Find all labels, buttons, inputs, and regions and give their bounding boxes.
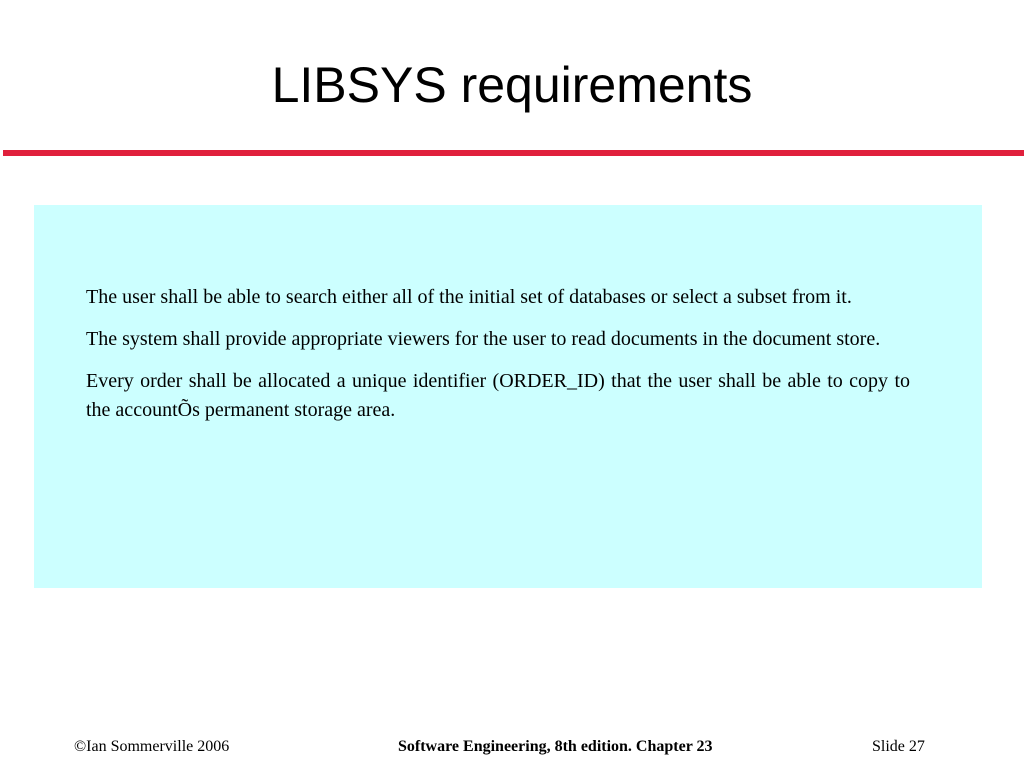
requirements-box (34, 205, 982, 588)
slide-title: LIBSYS requirements (271, 57, 753, 113)
title-divider (3, 150, 1024, 156)
footer-book-title: Software Engineering, 8th edition. Chapter 23 (398, 738, 713, 755)
footer-slide-number: Slide 27 (872, 738, 925, 755)
requirement-search: The user shall be able to search either all of the initial set of databases or select a subset from it. (86, 286, 852, 308)
footer-copyright: ©Ian Sommerville 2006 (74, 738, 230, 755)
requirements-list (86, 283, 910, 438)
requirement-order-id: Every order shall be allocated a unique identifier (ORDER_ID) that the user shall be able to copy to the accountÕs permanent storage area. (86, 370, 910, 421)
requirement-viewers: The system shall provide appropriate viewers for the user to read documents in the document store. (86, 328, 881, 350)
